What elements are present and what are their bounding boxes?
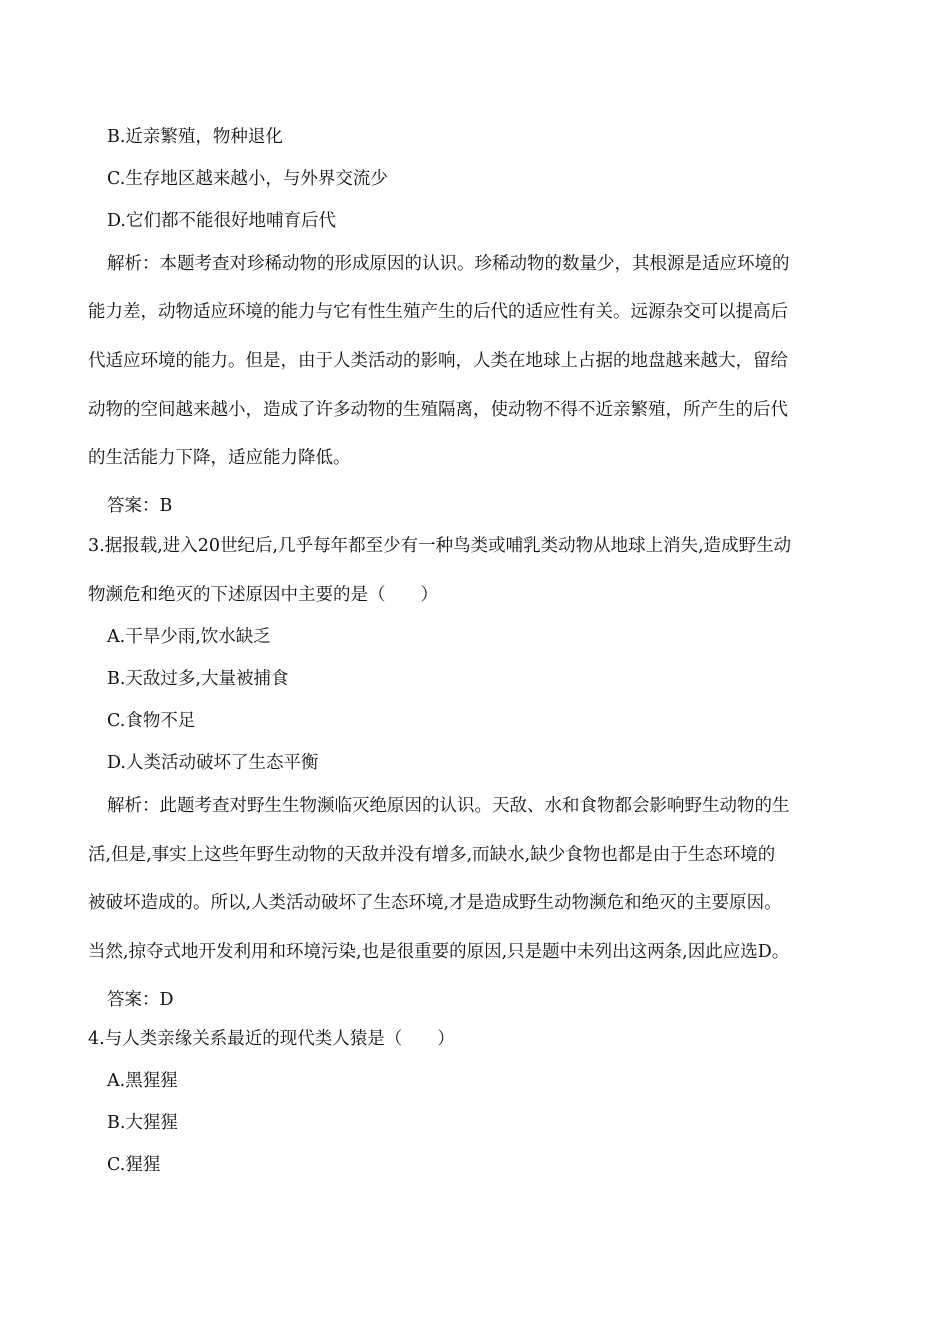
q3-option-a: A.干旱少雨,饮水缺乏 — [107, 627, 271, 647]
q3-analysis-line: 被破坏造成的。所以,人类活动破坏了生态环境,才是造成野生动物濒危和绝灭的主要原因。 — [88, 893, 782, 913]
q3-option-d: D.人类活动破坏了生态平衡 — [107, 753, 319, 773]
q4-option-b: B.大猩猩 — [107, 1113, 178, 1133]
q2-analysis-line: 的生活能力下降，适应能力降低。 — [88, 448, 351, 468]
q3-analysis-line: 当然,掠夺式地开发利用和环境污染,也是很重要的原因,只是题中未列出这两条,因此应选D。 — [88, 942, 790, 962]
q3-stem-line: 3.据报载,进入20世纪后,几乎每年都至少有一种鸟类或哺乳类动物从地球上消失,造成野生动 — [88, 536, 792, 556]
q3-analysis-line: 活,但是,事实上这些年野生动物的天敌并没有增多,而缺水,缺少食物也都是由于生态环境的 — [88, 845, 776, 865]
q2-option-d: D.它们都不能很好地哺育后代 — [107, 211, 336, 231]
q2-option-b: B.近亲繁殖，物种退化 — [107, 127, 283, 147]
q4-option-a: A.黑猩猩 — [107, 1071, 178, 1091]
q3-answer: 答案：D — [107, 990, 174, 1010]
q3-analysis-line: 解析：此题考查对野生生物濒临灭绝原因的认识。天敌、水和食物都会影响野生动物的生 — [107, 796, 790, 816]
q2-answer: 答案：B — [107, 496, 173, 516]
q3-stem-line: 物濒危和绝灭的下述原因中主要的是（ ） — [88, 585, 438, 605]
q2-analysis-line: 代适应环境的能力。但是，由于人类活动的影响，人类在地球上占据的地盘越来越大，留给 — [88, 351, 788, 371]
q4-option-c: C.猩猩 — [107, 1155, 161, 1175]
q2-analysis-line: 解析：本题考查对珍稀动物的形成原因的认识。珍稀动物的数量少，其根源是适应环境的 — [107, 254, 790, 274]
q4-stem: 4.与人类亲缘关系最近的现代类人猿是（ ） — [88, 1029, 455, 1049]
q2-analysis-line: 动物的空间越来越小，造成了许多动物的生殖隔离，使动物不得不近亲繁殖，所产生的后代 — [88, 400, 788, 420]
q2-analysis-line: 能力差，动物适应环境的能力与它有性生殖产生的后代的适应性有关。远源杂交可以提高后 — [88, 302, 788, 322]
q3-option-b: B.天敌过多,大量被捕食 — [107, 669, 289, 689]
q3-option-c: C.食物不足 — [107, 711, 196, 731]
q2-option-c: C.生存地区越来越小，与外界交流少 — [107, 169, 388, 189]
